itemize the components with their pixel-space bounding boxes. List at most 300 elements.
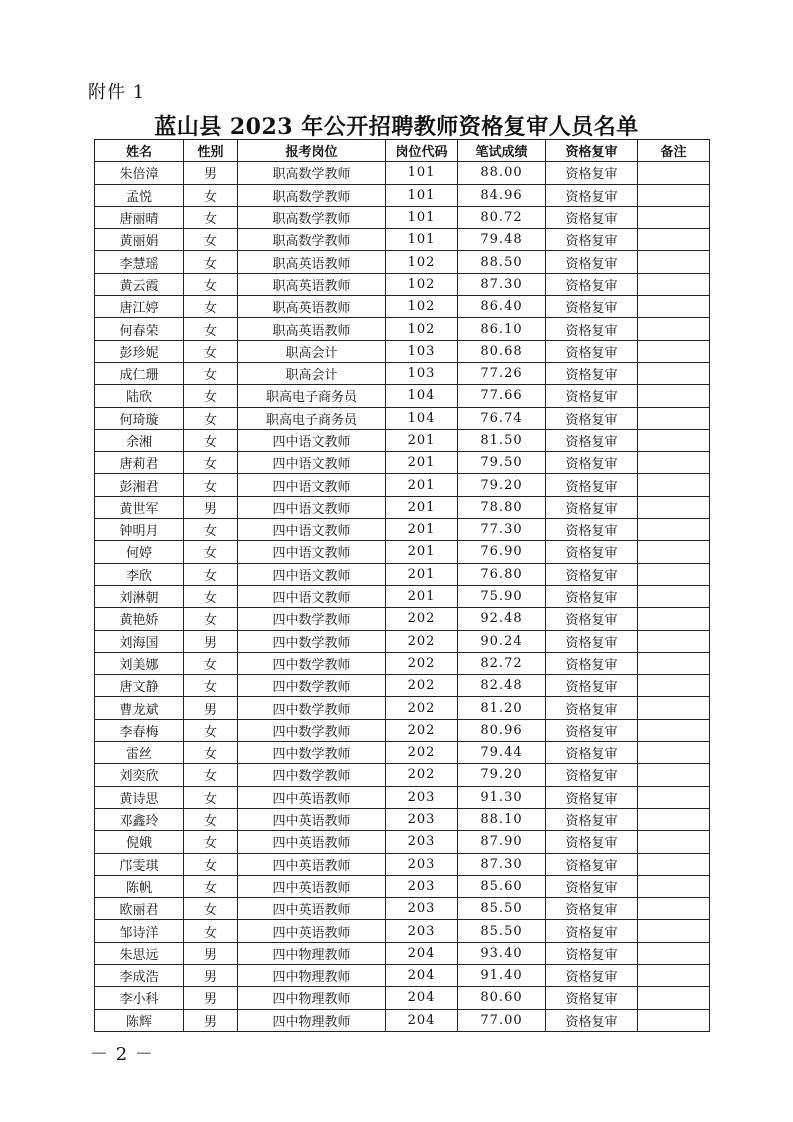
cell-name: 刘淋朝 <box>95 585 184 607</box>
cell-written-score: 79.20 <box>458 474 546 496</box>
cell-position: 四中数学教师 <box>238 630 386 652</box>
cell-gender: 女 <box>184 318 238 340</box>
cell-remarks <box>638 964 710 986</box>
table-row <box>95 385 710 407</box>
cell-name: 刘奕欣 <box>95 764 184 786</box>
cell-written-score: 76.80 <box>458 563 546 585</box>
cell-position-code: 201 <box>386 474 458 496</box>
cell-written-score: 78.80 <box>458 496 546 518</box>
cell-name: 李成浩 <box>95 964 184 986</box>
header-written-score: 笔试成绩 <box>458 140 546 162</box>
cell-written-score: 75.90 <box>458 585 546 607</box>
cell-position: 四中数学教师 <box>238 764 386 786</box>
cell-gender: 女 <box>184 452 238 474</box>
cell-written-score: 87.30 <box>458 273 546 295</box>
cell-remarks <box>638 675 710 697</box>
cell-review: 资格复审 <box>546 1009 638 1031</box>
cell-name: 黄世军 <box>95 496 184 518</box>
cell-gender: 女 <box>184 519 238 541</box>
cell-written-score: 76.74 <box>458 407 546 429</box>
cell-position-code: 202 <box>386 630 458 652</box>
cell-review: 资格复审 <box>546 942 638 964</box>
cell-review: 资格复审 <box>546 742 638 764</box>
cell-remarks <box>638 474 710 496</box>
cell-position-code: 202 <box>386 719 458 741</box>
cell-name: 邹诗洋 <box>95 920 184 942</box>
cell-position: 四中数学教师 <box>238 719 386 741</box>
cell-written-score: 85.50 <box>458 920 546 942</box>
table-row <box>95 652 710 674</box>
cell-position: 职高数学教师 <box>238 229 386 251</box>
cell-written-score: 85.60 <box>458 875 546 897</box>
cell-name: 唐江婷 <box>95 296 184 318</box>
cell-review: 资格复审 <box>546 541 638 563</box>
cell-name: 李春梅 <box>95 719 184 741</box>
header-remarks: 备注 <box>638 140 710 162</box>
cell-remarks <box>638 875 710 897</box>
cell-gender: 女 <box>184 362 238 384</box>
header-name: 姓名 <box>95 140 184 162</box>
cell-name: 刘美娜 <box>95 652 184 674</box>
cell-review: 资格复审 <box>546 808 638 830</box>
cell-position-code: 101 <box>386 162 458 184</box>
cell-position: 四中语文教师 <box>238 541 386 563</box>
cell-position-code: 203 <box>386 875 458 897</box>
cell-position-code: 201 <box>386 541 458 563</box>
table-row <box>95 452 710 474</box>
table-row <box>95 407 710 429</box>
cell-review: 资格复审 <box>546 675 638 697</box>
cell-written-score: 88.00 <box>458 162 546 184</box>
cell-written-score: 82.48 <box>458 675 546 697</box>
cell-name: 刘海国 <box>95 630 184 652</box>
cell-review: 资格复审 <box>546 296 638 318</box>
table-row <box>95 808 710 830</box>
cell-position-code: 202 <box>386 697 458 719</box>
cell-review: 资格复审 <box>546 920 638 942</box>
cell-position-code: 203 <box>386 831 458 853</box>
cell-remarks <box>638 652 710 674</box>
table-row <box>95 474 710 496</box>
cell-position-code: 202 <box>386 764 458 786</box>
document-title: 蓝山县 2023 年公开招聘教师资格复审人员名单 <box>154 114 639 140</box>
table-row <box>95 206 710 228</box>
cell-review: 资格复审 <box>546 853 638 875</box>
cell-position: 四中数学教师 <box>238 652 386 674</box>
cell-name: 何琦璇 <box>95 407 184 429</box>
cell-gender: 女 <box>184 764 238 786</box>
cell-gender: 女 <box>184 541 238 563</box>
cell-written-score: 93.40 <box>458 942 546 964</box>
cell-gender: 女 <box>184 875 238 897</box>
cell-review: 资格复审 <box>546 585 638 607</box>
cell-gender: 女 <box>184 407 238 429</box>
cell-position: 四中语文教师 <box>238 563 386 585</box>
cell-position-code: 102 <box>386 251 458 273</box>
cell-remarks <box>638 920 710 942</box>
cell-gender: 女 <box>184 385 238 407</box>
cell-gender: 男 <box>184 964 238 986</box>
cell-name: 何春荣 <box>95 318 184 340</box>
cell-position: 四中数学教师 <box>238 608 386 630</box>
table-row <box>95 853 710 875</box>
table-row <box>95 541 710 563</box>
cell-gender: 女 <box>184 585 238 607</box>
cell-position-code: 101 <box>386 184 458 206</box>
cell-position: 四中英语教师 <box>238 875 386 897</box>
table-row <box>95 964 710 986</box>
cell-review: 资格复审 <box>546 385 638 407</box>
page-number: － 2 － <box>90 1044 154 1065</box>
cell-gender: 男 <box>184 697 238 719</box>
cell-position-code: 203 <box>386 920 458 942</box>
cell-gender: 女 <box>184 786 238 808</box>
cell-gender: 女 <box>184 898 238 920</box>
cell-gender: 男 <box>184 942 238 964</box>
cell-written-score: 81.20 <box>458 697 546 719</box>
cell-position-code: 204 <box>386 987 458 1009</box>
table-row <box>95 719 710 741</box>
table-row <box>95 229 710 251</box>
cell-written-score: 76.90 <box>458 541 546 563</box>
cell-position: 四中英语教师 <box>238 786 386 808</box>
cell-gender: 女 <box>184 206 238 228</box>
cell-written-score: 79.20 <box>458 764 546 786</box>
cell-name: 孟悦 <box>95 184 184 206</box>
cell-written-score: 92.48 <box>458 608 546 630</box>
header-review: 资格复审 <box>546 140 638 162</box>
cell-position: 四中数学教师 <box>238 697 386 719</box>
cell-review: 资格复审 <box>546 496 638 518</box>
table-row <box>95 920 710 942</box>
cell-gender: 女 <box>184 229 238 251</box>
cell-position-code: 201 <box>386 585 458 607</box>
cell-name: 唐丽晴 <box>95 206 184 228</box>
cell-position: 职高英语教师 <box>238 273 386 295</box>
cell-remarks <box>638 162 710 184</box>
cell-remarks <box>638 251 710 273</box>
cell-written-score: 77.30 <box>458 519 546 541</box>
cell-gender: 女 <box>184 340 238 362</box>
cell-remarks <box>638 318 710 340</box>
header-position: 报考岗位 <box>238 140 386 162</box>
cell-name: 邝雯琪 <box>95 853 184 875</box>
table-row <box>95 251 710 273</box>
cell-position-code: 104 <box>386 385 458 407</box>
table-row <box>95 273 710 295</box>
cell-position: 四中英语教师 <box>238 853 386 875</box>
cell-remarks <box>638 273 710 295</box>
cell-written-score: 91.40 <box>458 964 546 986</box>
cell-written-score: 88.50 <box>458 251 546 273</box>
table-row <box>95 898 710 920</box>
table-body <box>95 162 710 1032</box>
cell-written-score: 87.90 <box>458 831 546 853</box>
cell-gender: 男 <box>184 162 238 184</box>
cell-position-code: 102 <box>386 273 458 295</box>
table-row <box>95 184 710 206</box>
cell-position-code: 201 <box>386 563 458 585</box>
cell-gender: 女 <box>184 652 238 674</box>
cell-position: 职高英语教师 <box>238 296 386 318</box>
table-row <box>95 608 710 630</box>
cell-position-code: 202 <box>386 652 458 674</box>
cell-name: 何婷 <box>95 541 184 563</box>
table-row <box>95 875 710 897</box>
cell-name: 余湘 <box>95 429 184 451</box>
cell-name: 陆欣 <box>95 385 184 407</box>
cell-remarks <box>638 563 710 585</box>
table-row <box>95 1009 710 1031</box>
cell-gender: 女 <box>184 429 238 451</box>
cell-review: 资格复审 <box>546 764 638 786</box>
header-gender: 性别 <box>184 140 238 162</box>
cell-review: 资格复审 <box>546 519 638 541</box>
cell-name: 陈辉 <box>95 1009 184 1031</box>
cell-review: 资格复审 <box>546 184 638 206</box>
cell-written-score: 80.72 <box>458 206 546 228</box>
cell-gender: 女 <box>184 920 238 942</box>
cell-written-score: 80.68 <box>458 340 546 362</box>
table-row <box>95 429 710 451</box>
cell-position: 四中物理教师 <box>238 987 386 1009</box>
cell-name: 彭湘君 <box>95 474 184 496</box>
table-row <box>95 630 710 652</box>
table-row <box>95 496 710 518</box>
cell-review: 资格复审 <box>546 273 638 295</box>
table-header-row <box>95 140 710 162</box>
table-row <box>95 742 710 764</box>
cell-name: 李欣 <box>95 563 184 585</box>
table-row <box>95 563 710 585</box>
table-row <box>95 831 710 853</box>
cell-review: 资格复审 <box>546 831 638 853</box>
cell-position: 四中物理教师 <box>238 942 386 964</box>
cell-name: 欧丽君 <box>95 898 184 920</box>
cell-review: 资格复审 <box>546 964 638 986</box>
cell-written-score: 80.60 <box>458 987 546 1009</box>
cell-review: 资格复审 <box>546 719 638 741</box>
cell-remarks <box>638 1009 710 1031</box>
cell-remarks <box>638 742 710 764</box>
cell-review: 资格复审 <box>546 987 638 1009</box>
cell-position-code: 204 <box>386 964 458 986</box>
cell-review: 资格复审 <box>546 608 638 630</box>
cell-position: 四中语文教师 <box>238 474 386 496</box>
cell-name: 邓鑫玲 <box>95 808 184 830</box>
cell-review: 资格复审 <box>546 429 638 451</box>
cell-remarks <box>638 452 710 474</box>
cell-position: 四中语文教师 <box>238 496 386 518</box>
cell-position-code: 201 <box>386 519 458 541</box>
cell-remarks <box>638 719 710 741</box>
cell-position-code: 103 <box>386 340 458 362</box>
cell-gender: 女 <box>184 563 238 585</box>
cell-remarks <box>638 630 710 652</box>
table-row <box>95 340 710 362</box>
cell-remarks <box>638 407 710 429</box>
cell-review: 资格复审 <box>546 898 638 920</box>
cell-remarks <box>638 385 710 407</box>
cell-gender: 男 <box>184 630 238 652</box>
cell-name: 彭珍妮 <box>95 340 184 362</box>
cell-gender: 男 <box>184 496 238 518</box>
cell-remarks <box>638 585 710 607</box>
cell-name: 朱思远 <box>95 942 184 964</box>
cell-remarks <box>638 608 710 630</box>
cell-name: 黄艳娇 <box>95 608 184 630</box>
cell-review: 资格复审 <box>546 318 638 340</box>
cell-gender: 女 <box>184 719 238 741</box>
cell-position: 职高数学教师 <box>238 162 386 184</box>
cell-written-score: 85.50 <box>458 898 546 920</box>
cell-position: 职高数学教师 <box>238 206 386 228</box>
cell-gender: 女 <box>184 251 238 273</box>
cell-position: 职高电子商务员 <box>238 385 386 407</box>
cell-position: 四中语文教师 <box>238 585 386 607</box>
table-row <box>95 764 710 786</box>
cell-remarks <box>638 697 710 719</box>
cell-remarks <box>638 362 710 384</box>
cell-remarks <box>638 764 710 786</box>
cell-position: 四中英语教师 <box>238 898 386 920</box>
cell-review: 资格复审 <box>546 251 638 273</box>
cell-remarks <box>638 296 710 318</box>
cell-written-score: 88.10 <box>458 808 546 830</box>
cell-gender: 女 <box>184 853 238 875</box>
cell-written-score: 84.96 <box>458 184 546 206</box>
cell-position: 四中数学教师 <box>238 742 386 764</box>
cell-remarks <box>638 429 710 451</box>
header-position-code: 岗位代码 <box>386 140 458 162</box>
candidate-table <box>94 139 710 1032</box>
cell-name: 雷丝 <box>95 742 184 764</box>
table-row <box>95 942 710 964</box>
cell-name: 钟明月 <box>95 519 184 541</box>
cell-position-code: 204 <box>386 942 458 964</box>
cell-review: 资格复审 <box>546 875 638 897</box>
cell-position: 职高电子商务员 <box>238 407 386 429</box>
cell-position: 四中英语教师 <box>238 831 386 853</box>
table-row <box>95 296 710 318</box>
table-row <box>95 987 710 1009</box>
cell-written-score: 87.30 <box>458 853 546 875</box>
cell-gender: 女 <box>184 273 238 295</box>
cell-review: 资格复审 <box>546 697 638 719</box>
cell-name: 陈帆 <box>95 875 184 897</box>
cell-review: 资格复审 <box>546 474 638 496</box>
cell-position-code: 203 <box>386 786 458 808</box>
cell-remarks <box>638 831 710 853</box>
cell-name: 李慧瑶 <box>95 251 184 273</box>
cell-position: 四中物理教师 <box>238 964 386 986</box>
cell-written-score: 79.50 <box>458 452 546 474</box>
cell-name: 曹龙斌 <box>95 697 184 719</box>
cell-position: 四中英语教师 <box>238 920 386 942</box>
cell-gender: 女 <box>184 831 238 853</box>
cell-gender: 女 <box>184 742 238 764</box>
cell-position: 职高英语教师 <box>238 318 386 340</box>
table-row <box>95 162 710 184</box>
cell-review: 资格复审 <box>546 652 638 674</box>
cell-position-code: 101 <box>386 206 458 228</box>
cell-written-score: 82.72 <box>458 652 546 674</box>
cell-name: 黄云霞 <box>95 273 184 295</box>
cell-written-score: 77.26 <box>458 362 546 384</box>
table-row <box>95 675 710 697</box>
cell-gender: 女 <box>184 675 238 697</box>
cell-written-score: 79.48 <box>458 229 546 251</box>
cell-gender: 女 <box>184 296 238 318</box>
cell-written-score: 90.24 <box>458 630 546 652</box>
cell-gender: 女 <box>184 808 238 830</box>
cell-position-code: 201 <box>386 496 458 518</box>
cell-name: 唐文静 <box>95 675 184 697</box>
cell-position-code: 202 <box>386 742 458 764</box>
cell-position-code: 101 <box>386 229 458 251</box>
cell-review: 资格复审 <box>546 362 638 384</box>
cell-remarks <box>638 898 710 920</box>
cell-remarks <box>638 206 710 228</box>
cell-position-code: 104 <box>386 407 458 429</box>
cell-review: 资格复审 <box>546 452 638 474</box>
cell-position-code: 202 <box>386 675 458 697</box>
cell-remarks <box>638 519 710 541</box>
cell-written-score: 77.00 <box>458 1009 546 1031</box>
cell-gender: 女 <box>184 184 238 206</box>
cell-gender: 女 <box>184 608 238 630</box>
table-row <box>95 519 710 541</box>
cell-name: 黄丽娟 <box>95 229 184 251</box>
cell-review: 资格复审 <box>546 206 638 228</box>
cell-remarks <box>638 808 710 830</box>
cell-position: 四中语文教师 <box>238 452 386 474</box>
cell-position: 四中语文教师 <box>238 429 386 451</box>
cell-written-score: 77.66 <box>458 385 546 407</box>
cell-name: 倪娥 <box>95 831 184 853</box>
cell-remarks <box>638 786 710 808</box>
cell-review: 资格复审 <box>546 407 638 429</box>
cell-remarks <box>638 942 710 964</box>
cell-written-score: 86.40 <box>458 296 546 318</box>
cell-review: 资格复审 <box>546 162 638 184</box>
cell-remarks <box>638 340 710 362</box>
table-row <box>95 786 710 808</box>
cell-remarks <box>638 853 710 875</box>
table-row <box>95 362 710 384</box>
cell-review: 资格复审 <box>546 630 638 652</box>
cell-gender: 男 <box>184 1009 238 1031</box>
cell-name: 李小科 <box>95 987 184 1009</box>
cell-written-score: 91.30 <box>458 786 546 808</box>
cell-position-code: 102 <box>386 318 458 340</box>
cell-name: 朱倍漳 <box>95 162 184 184</box>
cell-position: 四中语文教师 <box>238 519 386 541</box>
cell-review: 资格复审 <box>546 786 638 808</box>
cell-gender: 女 <box>184 474 238 496</box>
cell-remarks <box>638 987 710 1009</box>
cell-name: 黄诗思 <box>95 786 184 808</box>
cell-name: 唐莉君 <box>95 452 184 474</box>
cell-remarks <box>638 541 710 563</box>
cell-written-score: 80.96 <box>458 719 546 741</box>
cell-review: 资格复审 <box>546 340 638 362</box>
attachment-label: 附件 1 <box>88 82 146 103</box>
cell-position-code: 201 <box>386 429 458 451</box>
cell-position: 职高会计 <box>238 340 386 362</box>
table-row <box>95 697 710 719</box>
table-row <box>95 585 710 607</box>
